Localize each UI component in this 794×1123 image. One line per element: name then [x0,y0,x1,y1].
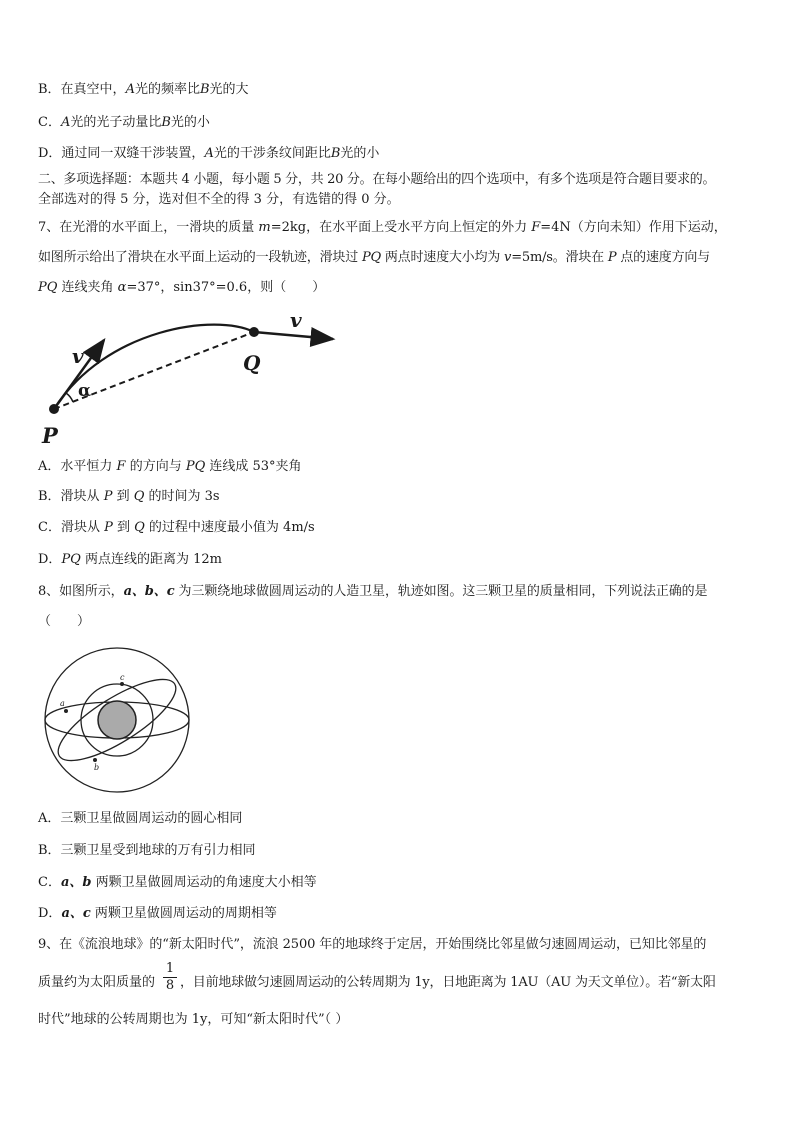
label-v-p: v [72,344,84,368]
q7-stem-line1: 7、在光滑的水平面上，一滑块的质量 m=2kg，在水平面上受水平方向上恒定的外力 F=4N（方向未知）作用下运动， [38,220,727,235]
label-a: a [60,699,65,708]
q8-stem-line1: 8、如图所示，a、b、c 为三颗绕地球做圆周运动的人造卫星，轨迹如图。这三颗卫星的质量相同，下列说法正确的是 [38,584,708,599]
q8-option-b: B．三颗卫星受到地球的万有引力相同 [38,843,256,858]
q7-option-a: A．水平恒力 F 的方向与 PQ 连线成 53°夹角 [38,459,302,474]
fraction-numerator: 1 [165,961,175,976]
velocity-arrow-q [254,332,333,339]
satellite-b [93,758,97,762]
fraction-one-eighth [163,962,177,993]
q6-option-d: D．通过同一双缝干涉装置，A光的干涉条纹间距比B光的小 [38,146,380,161]
angle-arc [66,393,73,402]
fraction-denominator: 8 [165,978,175,993]
q7-option-c: C．滑块从 P 到 Q 的过程中速度最小值为 4m/s [38,520,315,535]
point-p [49,404,59,414]
q7-trajectory-figure [36,308,346,448]
label-q: Q [243,351,261,375]
earth [98,701,136,739]
q8-orbits-figure [40,640,200,800]
q7-option-b: B．滑块从 P 到 Q 的时间为 3s [38,489,220,504]
label-v-q: v [290,308,302,332]
q8-stem-line2: （ ） [38,614,91,629]
label-b: b [94,763,100,772]
q9-stem-line2a: 质量约为太阳质量的 [38,975,156,990]
label-c: c [120,673,125,682]
q8-option-a: A．三颗卫星做圆周运动的圆心相同 [38,811,243,826]
q7-stem-line3: PQ 连线夹角 α=37°，sin37°=0.6，则（ ） [38,280,326,295]
q7-option-d: D．PQ 两点连线的距离为 12m [38,552,222,567]
q7-stem-line2: 如图所示给出了滑块在水平面上运动的一段轨迹，滑块过 PQ 两点时速度大小均为 v=5m/s。滑块在 P 点的速度方向与 [38,250,710,265]
q6-option-c: C．A光的光子动量比B光的小 [38,115,210,130]
q8-option-d: D．a、c 两颗卫星做圆周运动的周期相等 [38,906,277,921]
section2-instructions-line1: 二、多项选择题：本题共 4 小题，每小题 5 分，共 20 分。在每小题给出的四个选项中，有多个选项是符合题目要求的。 [38,172,716,187]
satellite-c [120,682,124,686]
label-p: P [42,423,58,448]
q9-stem-line2b: ，目前地球做匀速圆周运动的公转周期为 1y，日地距离为 1AU（AU 为天文单位）。若“新太阳 [180,975,716,990]
section2-instructions-line2: 全部选对的得 5 分，选对但不全的得 3 分，有选错的得 0 分。 [38,192,400,207]
point-q [249,327,259,337]
q9-stem-line3: 时代”地球的公转周期也为 1y，可知“新太阳时代”（ ） [38,1012,349,1027]
q8-option-c: C．a、b 两颗卫星做圆周运动的角速度大小相等 [38,875,317,890]
q9-stem-line1: 9、在《流浪地球》的“新太阳时代”，流浪 2500 年的地球终于定居，开始围绕比邻星做匀速圆周运动，已知比邻星的 [38,937,707,952]
label-alpha: α [78,381,92,401]
satellite-a [64,709,68,713]
q6-option-b: B．在真空中，A光的频率比B光的大 [38,82,249,97]
